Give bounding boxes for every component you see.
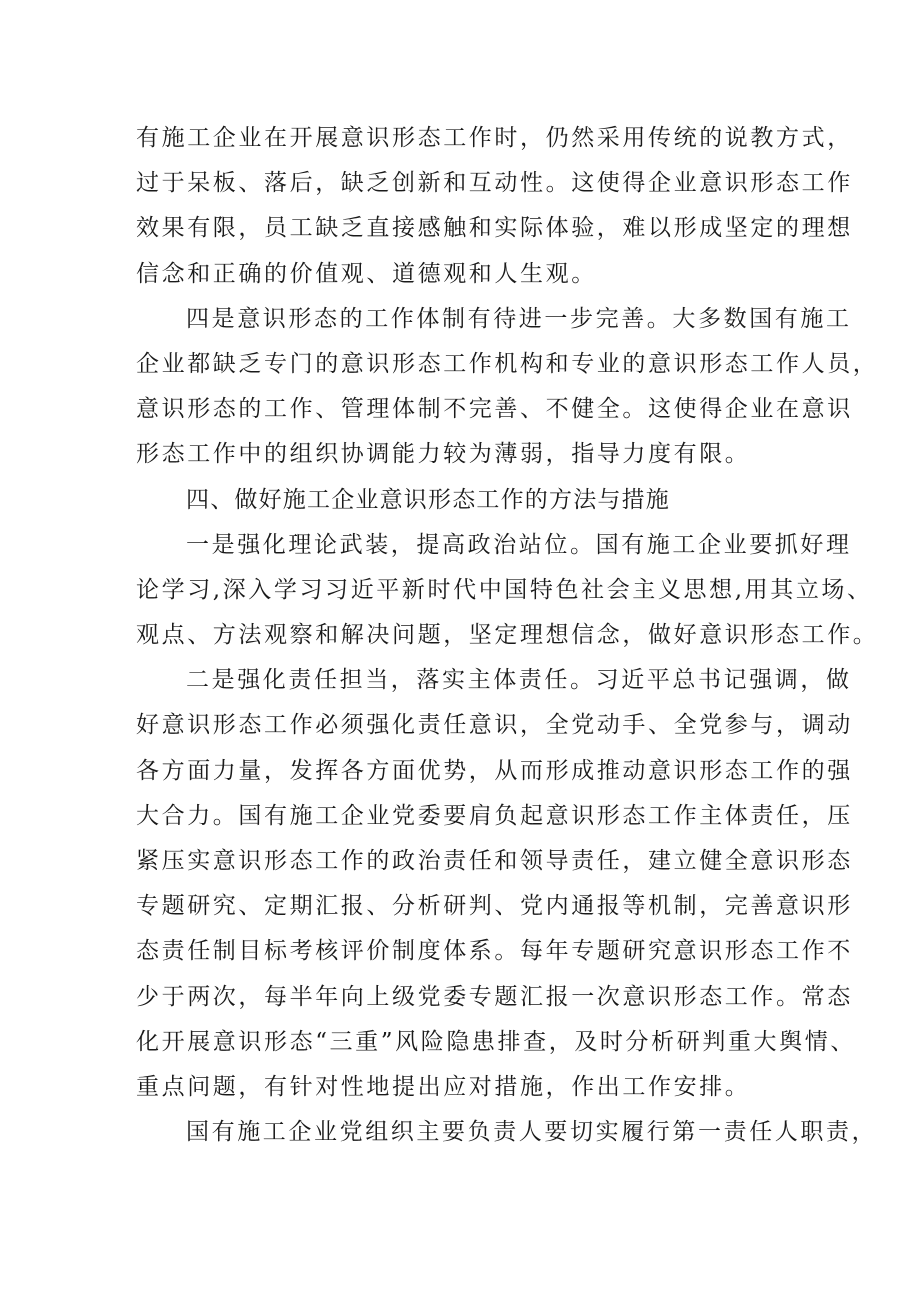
paragraph-line: 专题研究、定期汇报、分析研判、党内通报等机制，完善意识形 — [136, 893, 853, 920]
paragraph-line: 过于呆板、落后，缺乏创新和互动性。这使得企业意识形态工作 — [136, 170, 853, 197]
paragraph-line: 一是强化理论武装，提高政治站位。国有施工企业要抓好理 — [186, 531, 852, 558]
paragraph-line: 态责任制目标考核评价制度体系。每年专题研究意识形态工作不 — [136, 938, 853, 965]
paragraph-line: 形态工作中的组织协调能力较为薄弱，指导力度有限。 — [136, 441, 751, 468]
paragraph-line: 二是强化责任担当，落实主体责任。习近平总书记强调，做 — [186, 667, 852, 694]
paragraph-line: 四是意识形态的工作体制有待进一步完善。大多数国有施工 — [186, 305, 852, 332]
section-heading: 四、做好施工企业意识形态工作的方法与措施 — [186, 486, 670, 513]
paragraph-line: 紧压实意识形态工作的政治责任和领导责任，建立健全意识形态 — [136, 848, 853, 874]
paragraph-line: 信念和正确的价值观、道德观和人生观。 — [136, 260, 597, 287]
paragraph-line: 化开展意识形态“三重”风险隐患排查，及时分析研判重大舆情、 — [136, 1028, 856, 1055]
paragraph-line: 国有施工企业党组织主要负责人要切实履行第一责任人职责， — [186, 1119, 878, 1146]
paragraph-line: 有施工企业在开展意识形态工作时，仍然采用传统的说教方式， — [136, 125, 853, 151]
paragraph-line: 重点问题，有针对性地提出应对措施，作出工作安排。 — [136, 1073, 751, 1100]
paragraph-line: 少于两次，每半年向上级党委专题汇报一次意识形态工作。常态 — [136, 983, 853, 1010]
paragraph-line: 好意识形态工作必须强化责任意识，全党动手、全党参与，调动 — [136, 712, 853, 739]
document-body — [136, 116, 879, 1155]
paragraph-line: 效果有限，员工缺乏直接感触和实际体验，难以形成坚定的理想 — [136, 215, 853, 242]
paragraph-line: 观点、方法观察和解决问题，坚定理想信念，做好意识形态工作。 — [136, 622, 879, 649]
paragraph-line: 大合力。国有施工企业党委要肩负起意识形态工作主体责任，压 — [136, 802, 853, 829]
paragraph-line: 各方面力量，发挥各方面优势，从而形成推动意识形态工作的强 — [136, 757, 853, 784]
paragraph-line: 意识形态的工作、管理体制不完善、不健全。这使得企业在意识 — [136, 396, 853, 423]
paragraph-line: 企业都缺乏专门的意识形态工作机构和专业的意识形态工作人员， — [136, 350, 879, 377]
paragraph-line: 论学习,深入学习习近平新时代中国特色社会主义思想,用其立场、 — [136, 576, 873, 603]
